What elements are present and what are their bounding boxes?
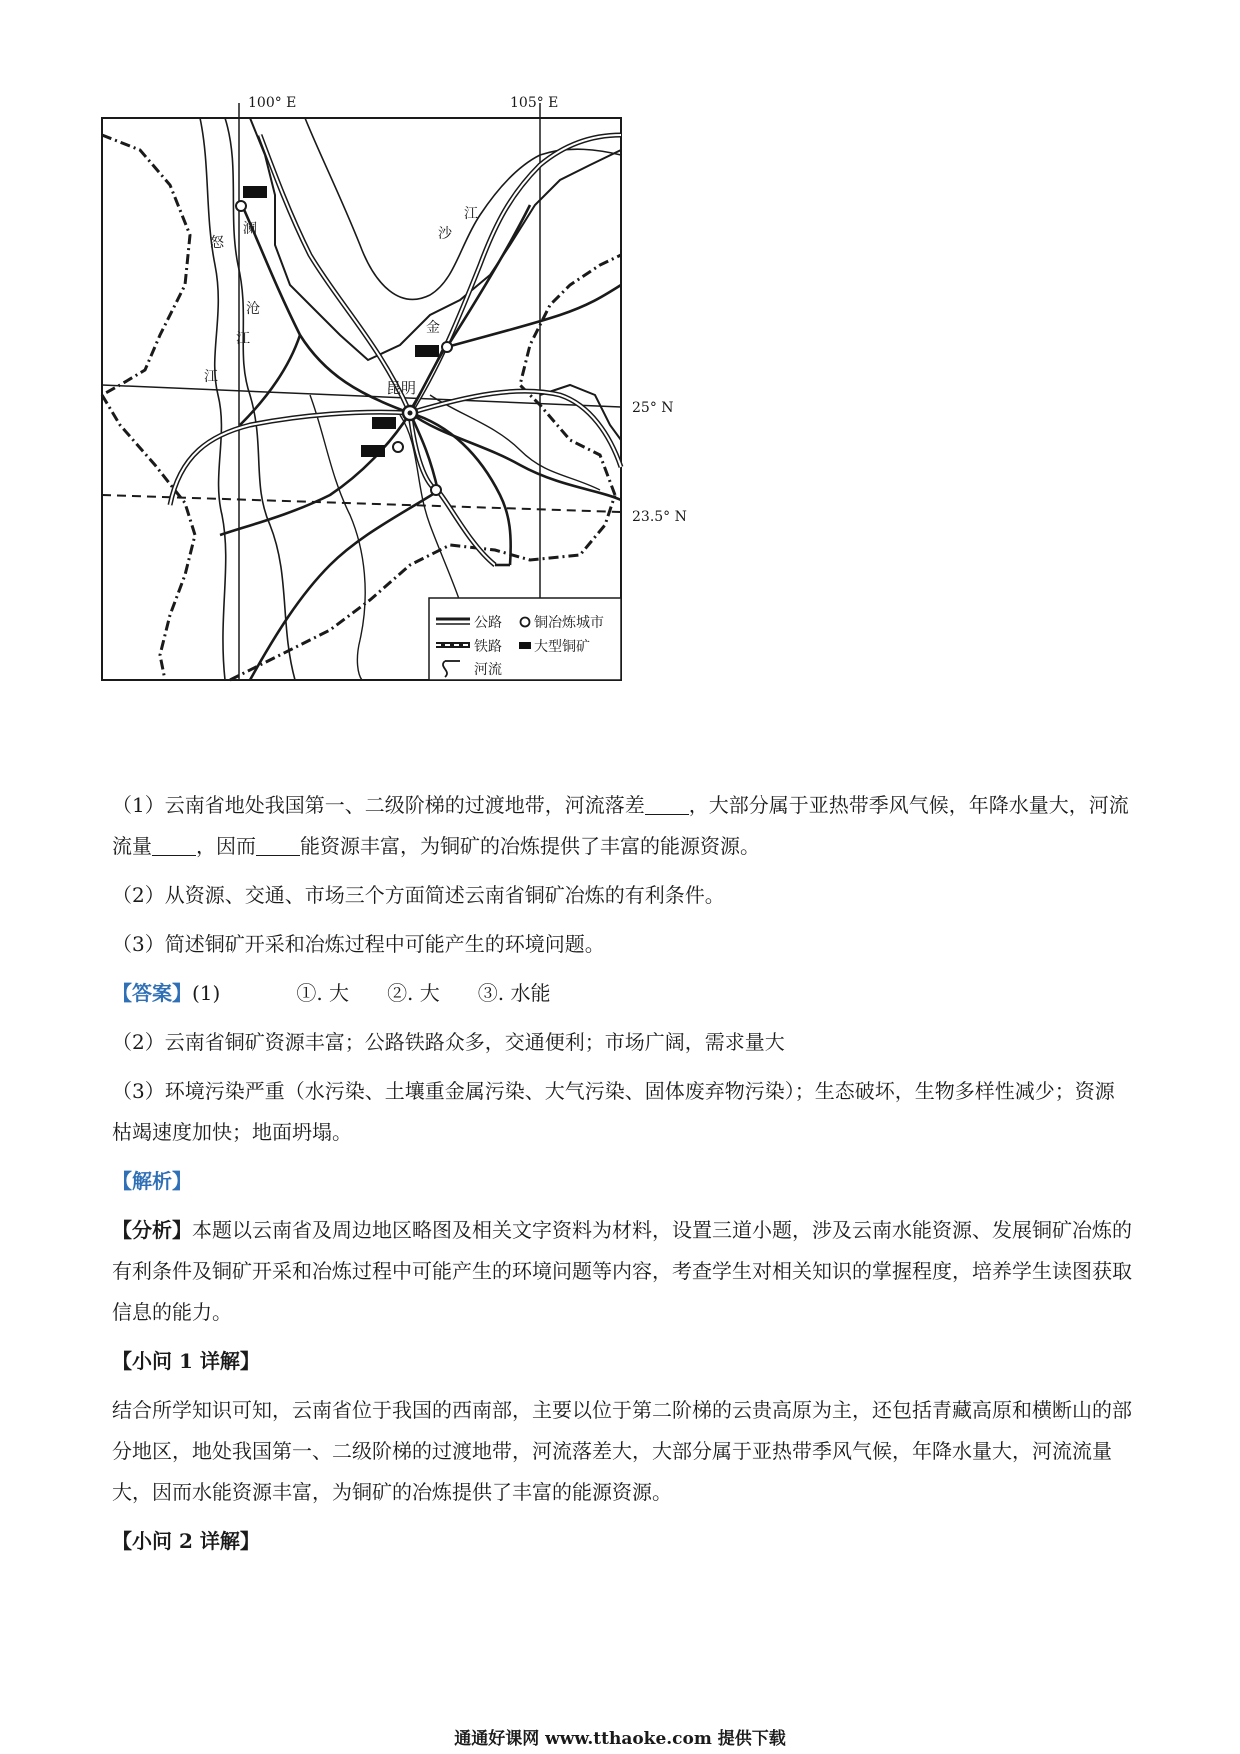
- legend-city-label: 铜冶炼城市: [534, 615, 604, 631]
- river-label-lancang-2: 沧: [246, 301, 260, 317]
- blank-1: [645, 794, 689, 815]
- sub-question-1-text: 结合所学知识可知，云南省位于我国的西南部，主要以位于第二阶梯的云贵高原为主，还包括青藏高原和横断山的部分地区，地处我国第一、二级阶梯的过渡地带，河流落差大，大部分属于亚热带季风气候，年降水量大，河流流量大，因而水能资源丰富，为铜矿的冶炼提供了丰富的能源资源。: [112, 1398, 1132, 1504]
- legend-road-label: 公路: [474, 615, 502, 631]
- legend-mine-label: 大型铜矿: [534, 639, 590, 655]
- river-label-lancang-3: 江: [236, 331, 250, 347]
- river-south-1: [310, 395, 365, 680]
- lat-label-25: 25° N: [632, 400, 674, 416]
- question-2: （2）从资源、交通、市场三个方面简述云南省铜矿冶炼的有利条件。: [112, 883, 725, 907]
- analysis-paragraph: 【分析】本题以云南省及周边地区略图及相关文字资料为材料，设置三道小题，涉及云南水能资源、发展铜矿冶炼的有利条件及铜矿开采和冶炼过程中可能产生的环境问题等内容，考查学生对相关知识的掌握程度，培养学生读图获取信息的能力。: [112, 1218, 1132, 1324]
- river-label-jinsha-3: 金: [426, 320, 440, 336]
- mine-1: [243, 186, 267, 198]
- map-frame: [102, 118, 621, 680]
- lat-label-23-5: 23.5° N: [632, 509, 687, 525]
- question-3: （3）简述铜矿开采和冶炼过程中可能产生的环境问题。: [112, 932, 605, 956]
- river-east: [430, 395, 600, 490]
- mine-4: [361, 445, 385, 457]
- kunming-label: 昆明: [386, 379, 417, 397]
- river-label-jinsha-2: 沙: [438, 226, 452, 242]
- answer-2: ②. 大: [387, 981, 440, 1005]
- smelting-city-3: [393, 442, 403, 452]
- yunnan-map: [100, 95, 800, 775]
- railways: [170, 135, 621, 565]
- blank-3: [256, 835, 300, 856]
- map-legend: [429, 598, 621, 680]
- sub-question-2-heading: 【小问 2 详解】: [112, 1529, 260, 1553]
- analysis-tag: 【解析】: [112, 1169, 192, 1193]
- legend-railway-label: 铁路: [474, 639, 502, 655]
- parallel-25n: [102, 385, 621, 407]
- river-label-lancang-1: 澜: [243, 221, 257, 237]
- question-content: [112, 785, 1132, 1570]
- sub-question-1-heading: 【小问 1 详解】: [112, 1349, 260, 1373]
- blank-2: [152, 835, 196, 856]
- answer-tag: 【答案】: [112, 981, 192, 1005]
- river-label-nu-2: 江: [204, 369, 218, 385]
- smelting-city-1: [236, 201, 246, 211]
- answer-1: ①. 大: [296, 981, 350, 1005]
- answer-line-1: 【答案】(1) ①. 大 ②. 大 ③. 水能: [112, 981, 551, 1005]
- answer-3: ③. 水能: [477, 981, 551, 1005]
- lon-label-100: 100° E: [248, 95, 297, 111]
- mine-3: [372, 417, 396, 429]
- kunming-marker-center: [408, 411, 413, 416]
- legend-river-label: 河流: [474, 662, 502, 678]
- river-label-nu-1: 怒: [210, 235, 224, 251]
- river-nu: [200, 118, 226, 680]
- smelting-city-4: [431, 485, 441, 495]
- question-1: （1）云南省地处我国第一、二级阶梯的过渡地带，河流落差 ，大部分属于亚热带季风气候，年降水量大，河流流量 ，因而 能资源丰富，为铜矿的冶炼提供了丰富的能源资源。: [112, 793, 1129, 858]
- smelting-city-2: [442, 342, 452, 352]
- lon-label-105: 105° E: [510, 95, 559, 111]
- answer-line-3: （3）环境污染严重（水污染、土壤重金属污染、大气污染、固体废弃物污染）；生态破坏，生物多样性减少；资源枯竭速度加快；地面坍塌。: [112, 1079, 1115, 1144]
- page-footer: 通通好课网 www.tthaoke.com 提供下载: [454, 1729, 786, 1749]
- mine-2: [415, 345, 439, 357]
- river-label-jinsha-1: 江: [464, 206, 478, 222]
- answer-line-2: （2）云南省铜矿资源丰富；公路铁路众多，交通便利；市场广阔，需求量大: [112, 1030, 785, 1054]
